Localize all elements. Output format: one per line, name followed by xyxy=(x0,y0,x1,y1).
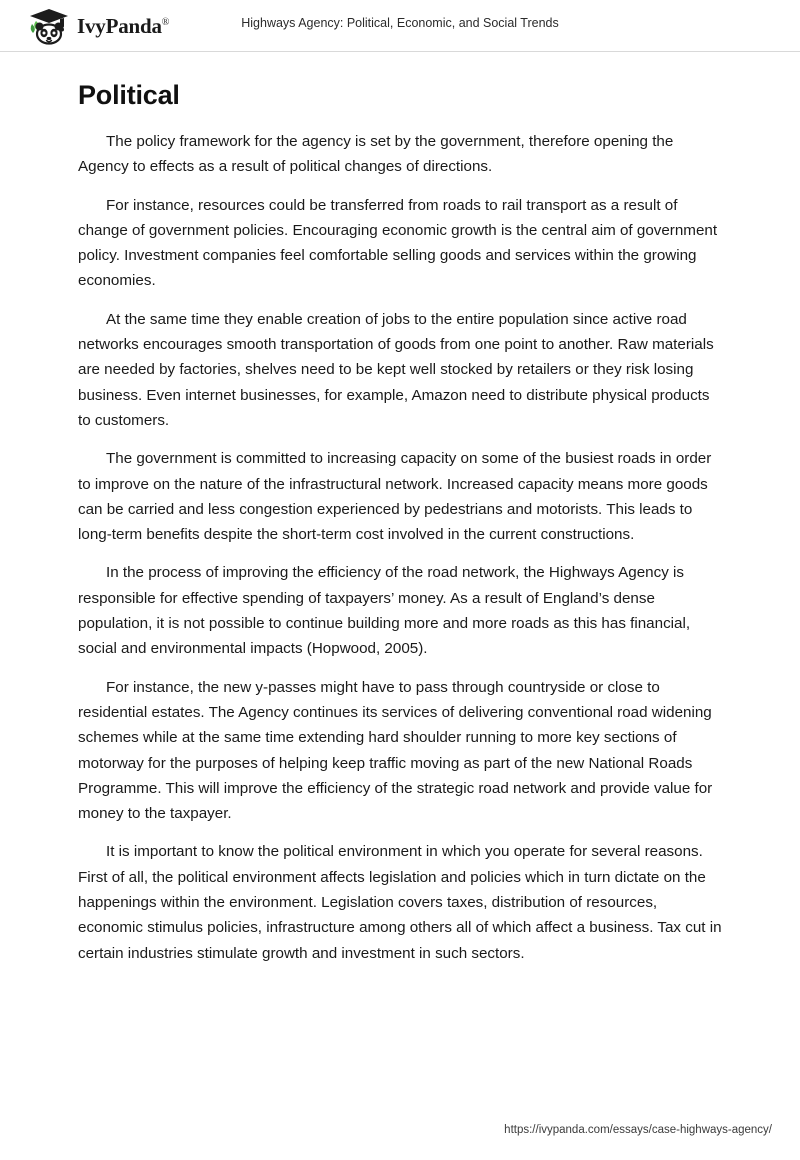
paragraph: The policy framework for the agency is set by the government, therefore opening the Agency to effects as a result of political changes of directions. xyxy=(78,133,674,176)
paragraph: For instance, the new y-passes might have to pass through countryside or close to residential estates. The Agency continues its services of delivering conventional road widening schemes while at the same time extending hard shoulder running to more key sections of motorway for the purposes of helping keep traffic moving as part of the new National Roads Programme. This will improve the efficiency of the strategic road network and provide value for money to the taxpayer. xyxy=(78,678,713,823)
page-footer xyxy=(0,1120,800,1138)
document-body xyxy=(0,52,800,966)
brand-name xyxy=(77,14,169,39)
page-header xyxy=(0,0,800,52)
paragraph: At the same time they enable creation of jobs to the entire population since active road networks encourages smooth transportation of goods from one point to another. Raw materials are needed by factories, shelves need to be kept well stocked by retailers or they risk losing business. Even internet businesses, for example, Amazon need to distribute physical products to customers. xyxy=(78,310,714,429)
graduation-cap-panda-logo-icon xyxy=(28,7,70,45)
brand-name-text: IvyPanda xyxy=(77,13,162,38)
paragraph: For instance, resources could be transferred from roads to rail transport as a result of change of government policies. Encouraging economic growth is the central aim of government policy. Investment companies feel comfortable selling goods and services within the growing economies. xyxy=(78,196,718,290)
running-title: Highways Agency: Political, Economic, and Social Trends xyxy=(241,16,559,30)
brand[interactable] xyxy=(28,7,169,45)
header-divider xyxy=(0,51,800,52)
paragraph: The government is committed to increasing capacity on some of the busiest roads in order to improve on the nature of the infrastructural network. Increased capacity means more goods can be carried and less congestion experienced by pedestrians and motorists. This leads to long-term benefits despite the short-term cost involved in the current constructions. xyxy=(78,450,712,544)
brand-registered-mark: ® xyxy=(161,16,170,28)
page-title: Political xyxy=(78,80,180,110)
source-url-link[interactable]: https://ivypanda.com/essays/case-highways-agency/ xyxy=(504,1124,772,1136)
paragraph: In the process of improving the efficiency of the road network, the Highways Agency is responsible for effective spending of taxpayers’ money. As a result of England’s dense population, it is not possible to continue building more and more roads as this has financial, social and environmental impacts (Hopwood, 2005). xyxy=(78,564,691,658)
paragraph: It is important to know the political environment in which you operate for several reasons. First of all, the political environment affects legislation and policies which in turn dictate on the happenings within the environment. Legislation covers taxes, distribution of resources, economic stimulus policies, infrastructure among others all of which affect a business. Tax cut in certain industries stimulate growth and investment in such sectors. xyxy=(78,843,722,962)
